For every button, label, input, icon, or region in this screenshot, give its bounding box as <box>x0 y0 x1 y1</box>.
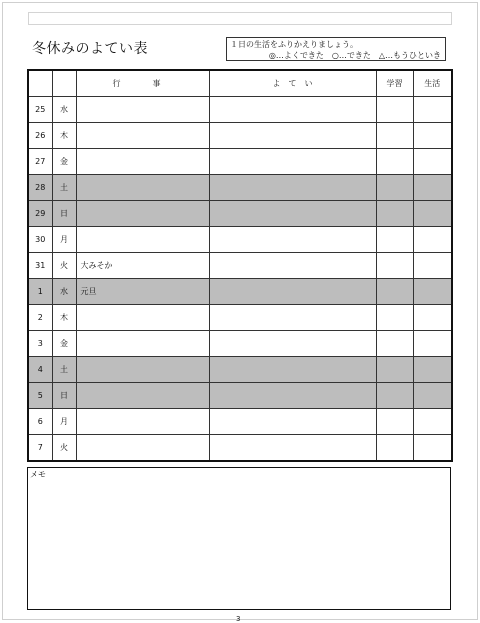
memo-label: メモ <box>30 470 46 479</box>
table-row <box>28 123 452 149</box>
row-dow: 日 <box>52 383 76 409</box>
row-study-cell[interactable] <box>376 435 413 462</box>
row-dow: 金 <box>52 149 76 175</box>
row-plan-cell[interactable] <box>209 97 376 123</box>
row-plan-cell[interactable] <box>209 331 376 357</box>
row-dow: 火 <box>52 435 76 462</box>
row-life-cell[interactable] <box>413 305 452 331</box>
row-dow: 月 <box>52 227 76 253</box>
row-plan-cell[interactable] <box>209 383 376 409</box>
page-number: 3 <box>236 615 241 623</box>
row-dow: 土 <box>52 357 76 383</box>
row-study-cell[interactable] <box>376 357 413 383</box>
row-dow: 月 <box>52 409 76 435</box>
row-plan-cell[interactable] <box>209 253 376 279</box>
row-study-cell[interactable] <box>376 97 413 123</box>
row-life-cell[interactable] <box>413 97 452 123</box>
row-day: 30 <box>28 227 52 253</box>
evaluation-legend <box>226 37 446 61</box>
row-day: 25 <box>28 97 52 123</box>
row-life-cell[interactable] <box>413 175 452 201</box>
row-life-cell[interactable] <box>413 331 452 357</box>
row-event <box>76 331 209 357</box>
row-life-cell[interactable] <box>413 123 452 149</box>
row-day: 4 <box>28 357 52 383</box>
row-plan-cell[interactable] <box>209 175 376 201</box>
row-dow: 土 <box>52 175 76 201</box>
row-day: 6 <box>28 409 52 435</box>
row-day: 27 <box>28 149 52 175</box>
table-row <box>28 357 452 383</box>
row-dow: 日 <box>52 201 76 227</box>
row-plan-cell[interactable] <box>209 435 376 462</box>
row-event <box>76 123 209 149</box>
table-row <box>28 227 452 253</box>
row-life-cell[interactable] <box>413 383 452 409</box>
row-day: 28 <box>28 175 52 201</box>
row-event <box>76 435 209 462</box>
header-study: 学習 <box>376 70 413 97</box>
row-event <box>76 409 209 435</box>
row-day: 5 <box>28 383 52 409</box>
row-event <box>76 305 209 331</box>
row-study-cell[interactable] <box>376 175 413 201</box>
row-life-cell[interactable] <box>413 201 452 227</box>
table-row <box>28 435 452 462</box>
header-dow <box>52 70 76 97</box>
legend-instruction: １日の生活をふりかえりましょう。 <box>230 40 358 49</box>
table-row <box>28 409 452 435</box>
row-plan-cell[interactable] <box>209 201 376 227</box>
table-row <box>28 331 452 357</box>
table-row <box>28 149 452 175</box>
row-plan-cell[interactable] <box>209 227 376 253</box>
row-study-cell[interactable] <box>376 123 413 149</box>
row-study-cell[interactable] <box>376 201 413 227</box>
row-day: 3 <box>28 331 52 357</box>
row-plan-cell[interactable] <box>209 409 376 435</box>
table-row <box>28 305 452 331</box>
table-row <box>28 201 452 227</box>
row-plan-cell[interactable] <box>209 123 376 149</box>
row-study-cell[interactable] <box>376 227 413 253</box>
row-study-cell[interactable] <box>376 383 413 409</box>
legend-circle: ○…できた <box>331 51 371 60</box>
schedule-table <box>27 69 453 462</box>
row-life-cell[interactable] <box>413 357 452 383</box>
table-row <box>28 97 452 123</box>
table-row <box>28 175 452 201</box>
row-life-cell[interactable] <box>413 149 452 175</box>
row-event <box>76 149 209 175</box>
row-study-cell[interactable] <box>376 305 413 331</box>
row-event <box>76 97 209 123</box>
row-life-cell[interactable] <box>413 435 452 462</box>
row-event <box>76 357 209 383</box>
table-row <box>28 253 452 279</box>
page-title: 冬休みのよてい表 <box>32 41 148 57</box>
row-day: 29 <box>28 201 52 227</box>
row-study-cell[interactable] <box>376 149 413 175</box>
row-plan-cell[interactable] <box>209 149 376 175</box>
row-dow: 金 <box>52 331 76 357</box>
row-event <box>76 227 209 253</box>
row-plan-cell[interactable] <box>209 357 376 383</box>
row-life-cell[interactable] <box>413 227 452 253</box>
row-day: 31 <box>28 253 52 279</box>
row-study-cell[interactable] <box>376 331 413 357</box>
top-name-field[interactable] <box>28 12 452 25</box>
row-day: 2 <box>28 305 52 331</box>
row-event: 大みそか <box>76 253 209 279</box>
row-event <box>76 175 209 201</box>
row-dow: 木 <box>52 123 76 149</box>
row-plan-cell[interactable] <box>209 305 376 331</box>
header-event: 行 事 <box>76 70 209 97</box>
row-study-cell[interactable] <box>376 279 413 305</box>
row-life-cell[interactable] <box>413 279 452 305</box>
header-day <box>28 70 52 97</box>
row-dow: 水 <box>52 97 76 123</box>
row-day: 1 <box>28 279 52 305</box>
row-day: 26 <box>28 123 52 149</box>
table-row <box>28 383 452 409</box>
legend-double-circle: ◎…よくできた <box>268 51 324 60</box>
row-plan-cell[interactable] <box>209 279 376 305</box>
legend-triangle: △…もうひといき <box>378 51 441 60</box>
row-event <box>76 383 209 409</box>
schedule-body <box>28 97 452 462</box>
row-life-cell[interactable] <box>413 253 452 279</box>
table-header-row <box>28 70 452 97</box>
row-dow: 水 <box>52 279 76 305</box>
row-dow: 木 <box>52 305 76 331</box>
header-plan: よ て い <box>209 70 376 97</box>
memo-box[interactable] <box>27 467 451 610</box>
legend-symbols <box>230 50 445 61</box>
row-life-cell[interactable] <box>413 409 452 435</box>
row-event <box>76 201 209 227</box>
header-life: 生活 <box>413 70 452 97</box>
row-event: 元旦 <box>76 279 209 305</box>
table-row <box>28 279 452 305</box>
row-day: 7 <box>28 435 52 462</box>
row-study-cell[interactable] <box>376 253 413 279</box>
row-study-cell[interactable] <box>376 409 413 435</box>
row-dow: 火 <box>52 253 76 279</box>
